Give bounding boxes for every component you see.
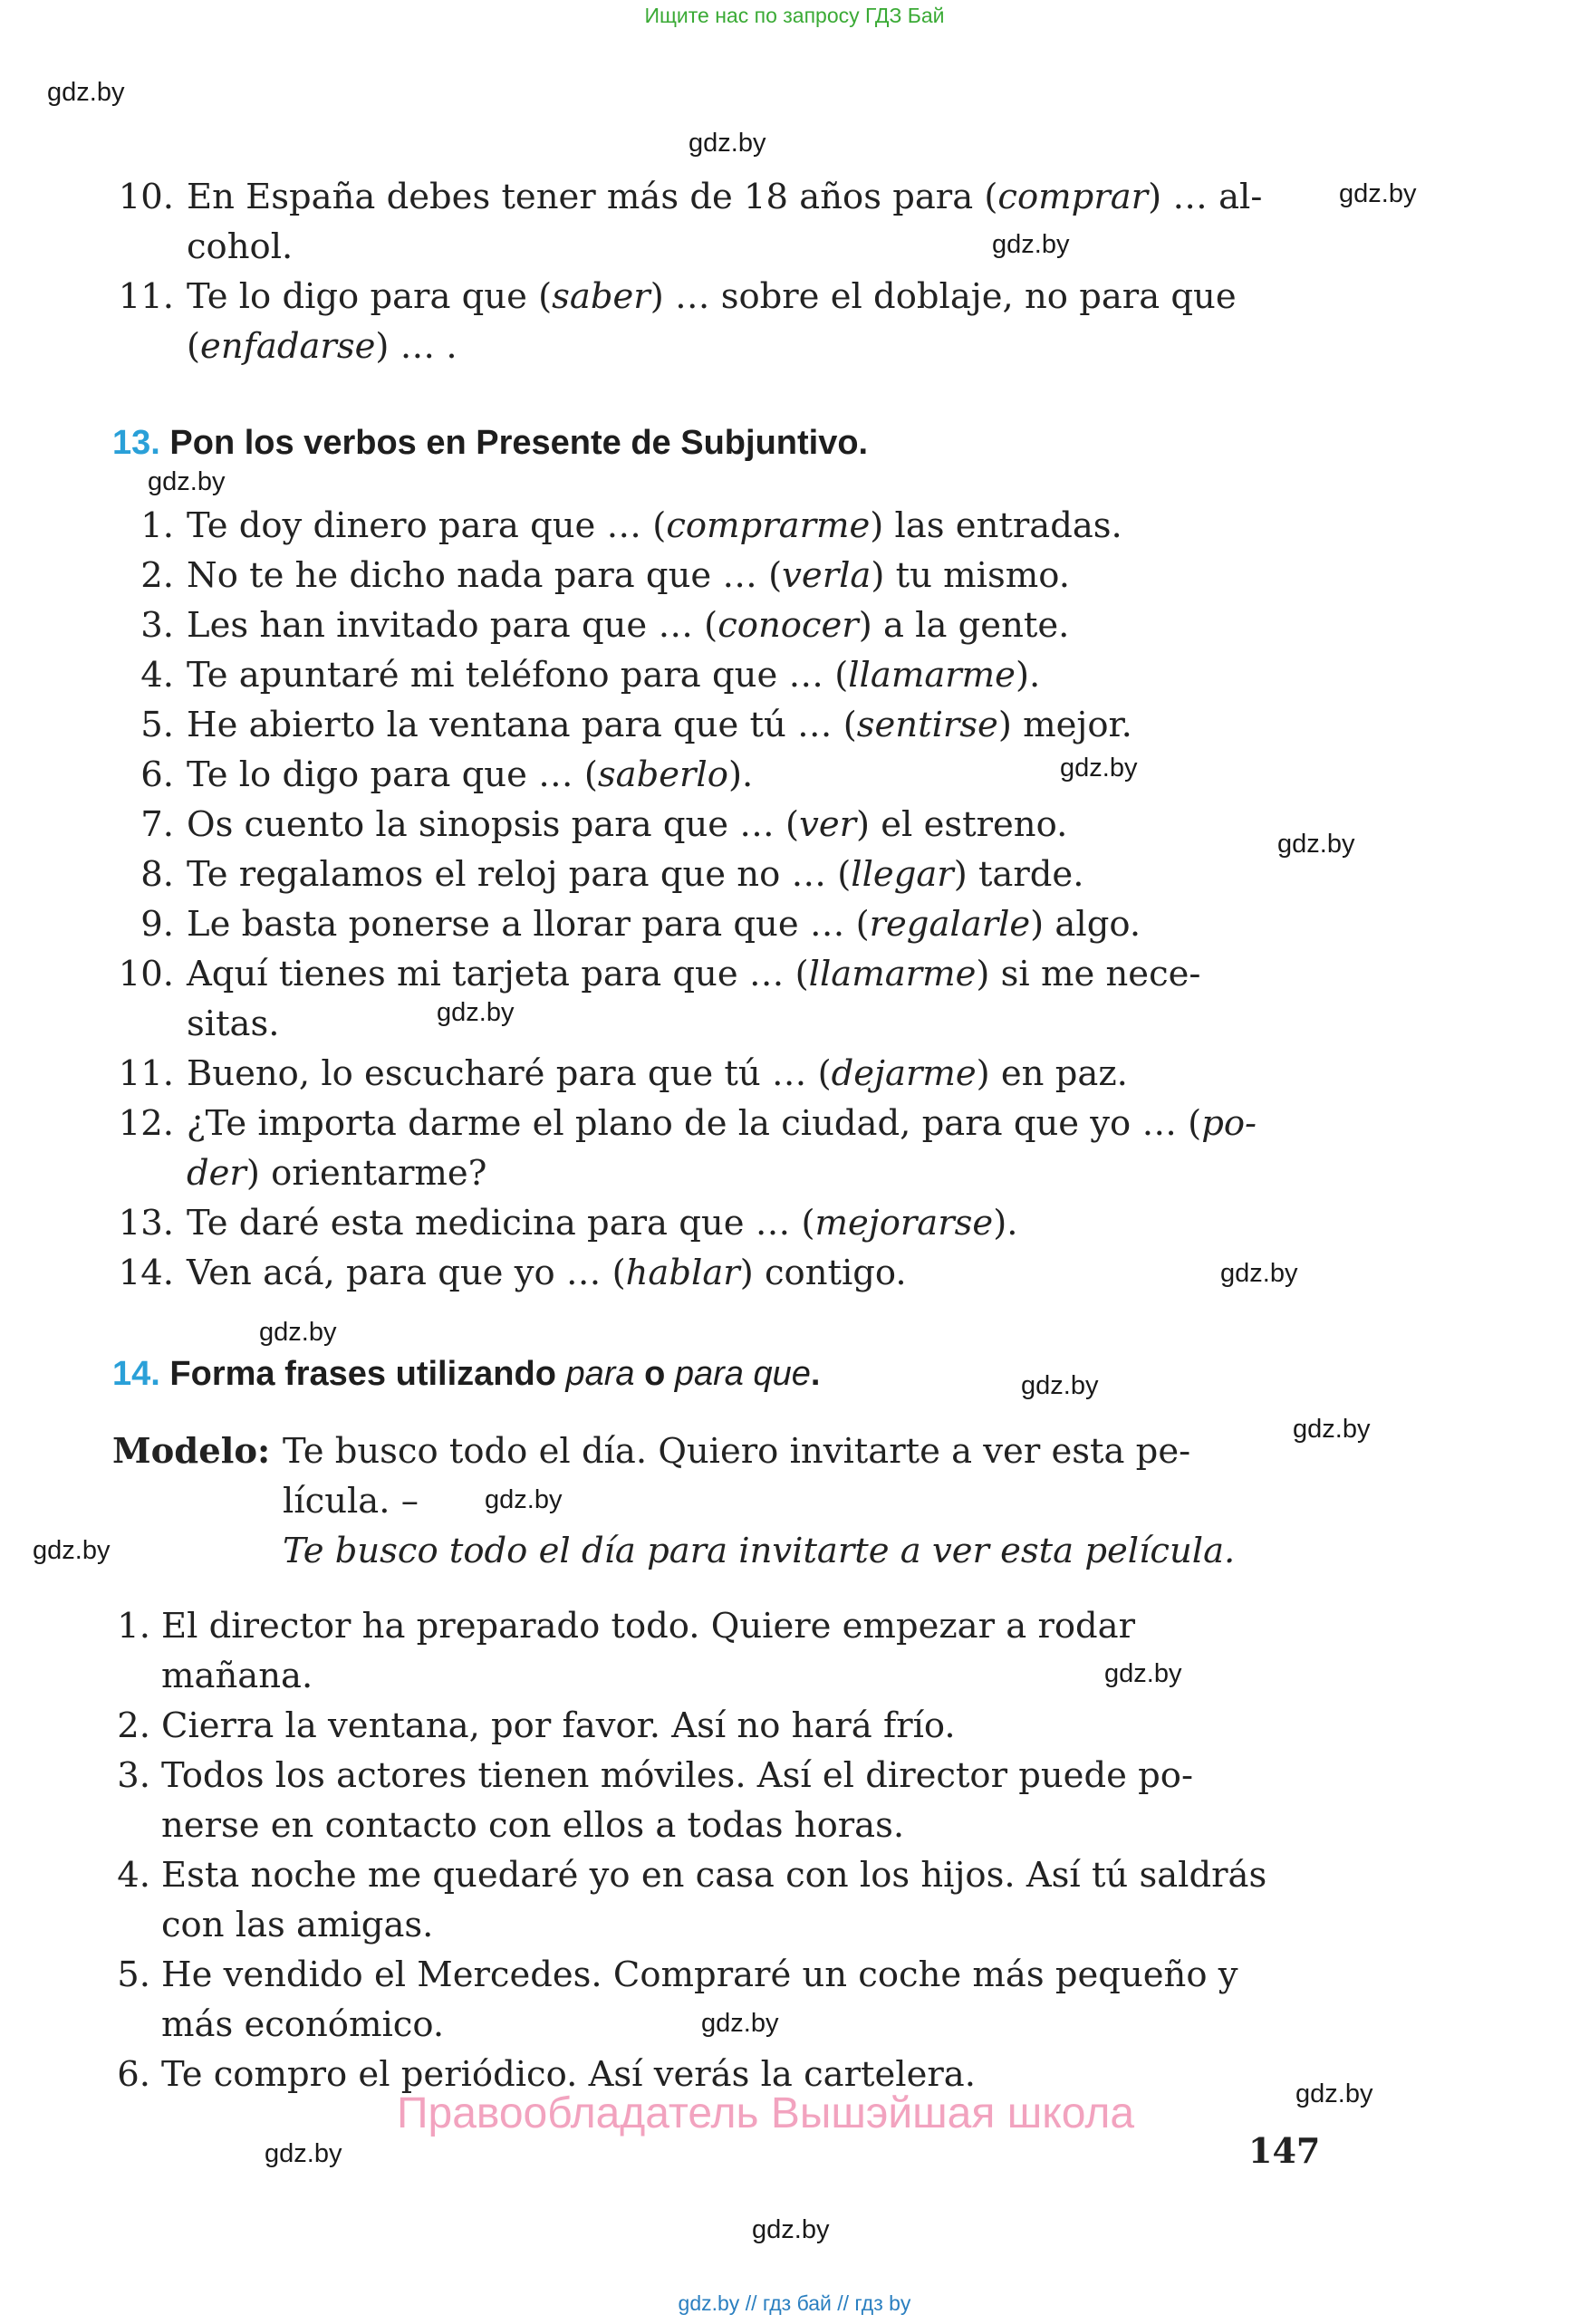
item-text: Te doy dinero para que … (comprarme) las entradas.: [187, 505, 1122, 546]
exercise-13-heading: [112, 424, 868, 463]
item-text: ¿Te importa darme el plano de la ciudad, para que yo … (po-: [187, 1103, 1257, 1144]
item-text: En España debes tener más de 18 años para (comprar) … al-: [187, 177, 1263, 217]
watermark: gdz.by: [1339, 179, 1417, 208]
watermark: gdz.by: [752, 2215, 830, 2244]
item-number: 2.: [140, 555, 174, 596]
watermark: gdz.by: [701, 2009, 779, 2038]
item-text: (enfadarse) … .: [187, 326, 457, 367]
item-text: Ven acá, para que yo … (hablar) contigo.: [187, 1253, 907, 1293]
item-number: 3.: [140, 605, 174, 646]
modelo-text: Te busco todo el día. Quiero invitarte a ver esta pe-: [283, 1431, 1191, 1472]
item-text: sitas.: [187, 1004, 280, 1044]
item-number: 10.: [118, 954, 174, 994]
item-text: Bueno, lo escucharé para que tú … (dejarme) en paz.: [187, 1053, 1128, 1094]
watermark: gdz.by: [1104, 1659, 1182, 1688]
exercise-number: 14.: [112, 1355, 160, 1393]
watermark: gdz.by: [148, 467, 226, 496]
item-number: 6.: [140, 754, 174, 795]
item-number: 3.: [117, 1755, 150, 1796]
item-number: 5.: [117, 1954, 150, 1995]
item-text: Cierra la ventana, por favor. Así no hará frío.: [161, 1705, 956, 1746]
top-banner: Ищите нас по запросу ГДЗ Бай: [644, 4, 945, 27]
item-number: 9.: [140, 904, 174, 945]
item-number: 11.: [118, 276, 174, 317]
watermark: gdz.by: [1277, 830, 1355, 859]
modelo-label: Modelo:: [112, 1431, 271, 1472]
exercise-title: Pon los verbos en Presente de Subjuntivo.: [169, 424, 869, 462]
item-number: 5.: [140, 705, 174, 745]
exercise-number: 13.: [112, 424, 160, 462]
watermark: gdz.by: [1220, 1259, 1298, 1288]
item-text: Te lo digo para que (saber) … sobre el doblaje, no para que: [187, 276, 1237, 317]
watermark: gdz.by: [1293, 1415, 1371, 1444]
item-text: mañana.: [161, 1656, 313, 1696]
item-text: nerse en contacto con ellos a todas horas.: [161, 1805, 905, 1846]
watermark: gdz.by: [1060, 754, 1138, 783]
item-text: Te lo digo para que … (saberlo).: [187, 754, 754, 795]
item-text: más económico.: [161, 2004, 445, 2045]
page-number: 147: [1248, 2130, 1321, 2171]
item-number: 12.: [118, 1103, 174, 1144]
item-text: cohol.: [187, 226, 294, 267]
item-number: 10.: [118, 177, 174, 217]
item-number: 13.: [118, 1203, 174, 1244]
watermark: gdz.by: [1021, 1371, 1099, 1400]
item-number: 14.: [118, 1253, 174, 1293]
item-text: Te regalamos el reloj para que no … (llegar) tarde.: [187, 854, 1084, 895]
item-text: Te compro el periódico. Así verás la cartelera.: [161, 2054, 976, 2095]
item-number: 1.: [140, 505, 174, 546]
watermark: gdz.by: [265, 2139, 342, 2168]
rights-holder-watermark: Правообладатель Вышэйшая школа: [397, 2089, 1135, 2137]
item-number: 6.: [117, 2054, 150, 2095]
watermark: gdz.by: [47, 78, 125, 107]
item-number: 11.: [118, 1053, 174, 1094]
item-number: 7.: [140, 804, 174, 845]
watermark: gdz.by: [689, 129, 766, 158]
watermark: gdz.by: [33, 1536, 111, 1565]
watermark: gdz.by: [259, 1318, 337, 1347]
item-text: Te apuntaré mi teléfono para que … (llamarme).: [187, 655, 1041, 696]
item-text: der) orientarme?: [187, 1153, 487, 1194]
item-text: He vendido el Mercedes. Compraré un coche más pequeño y: [161, 1954, 1238, 1995]
item-text: con las amigas.: [161, 1905, 434, 1945]
footer-links[interactable]: gdz.by // гдз бай // гдз by: [678, 2291, 911, 2315]
item-text: Les han invitado para que … (conocer) a la gente.: [187, 605, 1070, 646]
exercise-14-heading: [112, 1355, 820, 1394]
item-text: Te daré esta medicina para que … (mejorarse).: [187, 1203, 1018, 1244]
item-number: 8.: [140, 854, 174, 895]
item-number: 1.: [117, 1606, 150, 1647]
item-number: 2.: [117, 1705, 150, 1746]
item-number: 4.: [140, 655, 174, 696]
item-text: Aquí tienes mi tarjeta para que … (llamarme) si me nece-: [187, 954, 1201, 994]
item-text: He abierto la ventana para que tú … (sentirse) mejor.: [187, 705, 1132, 745]
watermark: gdz.by: [485, 1485, 563, 1514]
watermark: gdz.by: [1295, 2079, 1373, 2108]
item-text: Le basta ponerse a llorar para que … (regalarle) algo.: [187, 904, 1141, 945]
item-number: 4.: [117, 1855, 150, 1896]
item-text: El director ha preparado todo. Quiere empezar a rodar: [161, 1606, 1136, 1647]
modelo-answer: Te busco todo el día para invitarte a ver esta película.: [283, 1531, 1236, 1571]
watermark: gdz.by: [992, 230, 1070, 259]
item-text: Todos los actores tienen móviles. Así el director puede po-: [161, 1755, 1193, 1796]
modelo-text: lícula. –: [283, 1481, 419, 1522]
item-text: No te he dicho nada para que … (verla) tu mismo.: [187, 555, 1070, 596]
item-text: Esta noche me quedaré yo en casa con los hijos. Así tú saldrás: [161, 1855, 1267, 1896]
watermark: gdz.by: [437, 998, 515, 1027]
item-text: Os cuento la sinopsis para que … (ver) el estreno.: [187, 804, 1068, 845]
exercise-title: Forma frases utilizando para o para que.: [169, 1355, 821, 1393]
